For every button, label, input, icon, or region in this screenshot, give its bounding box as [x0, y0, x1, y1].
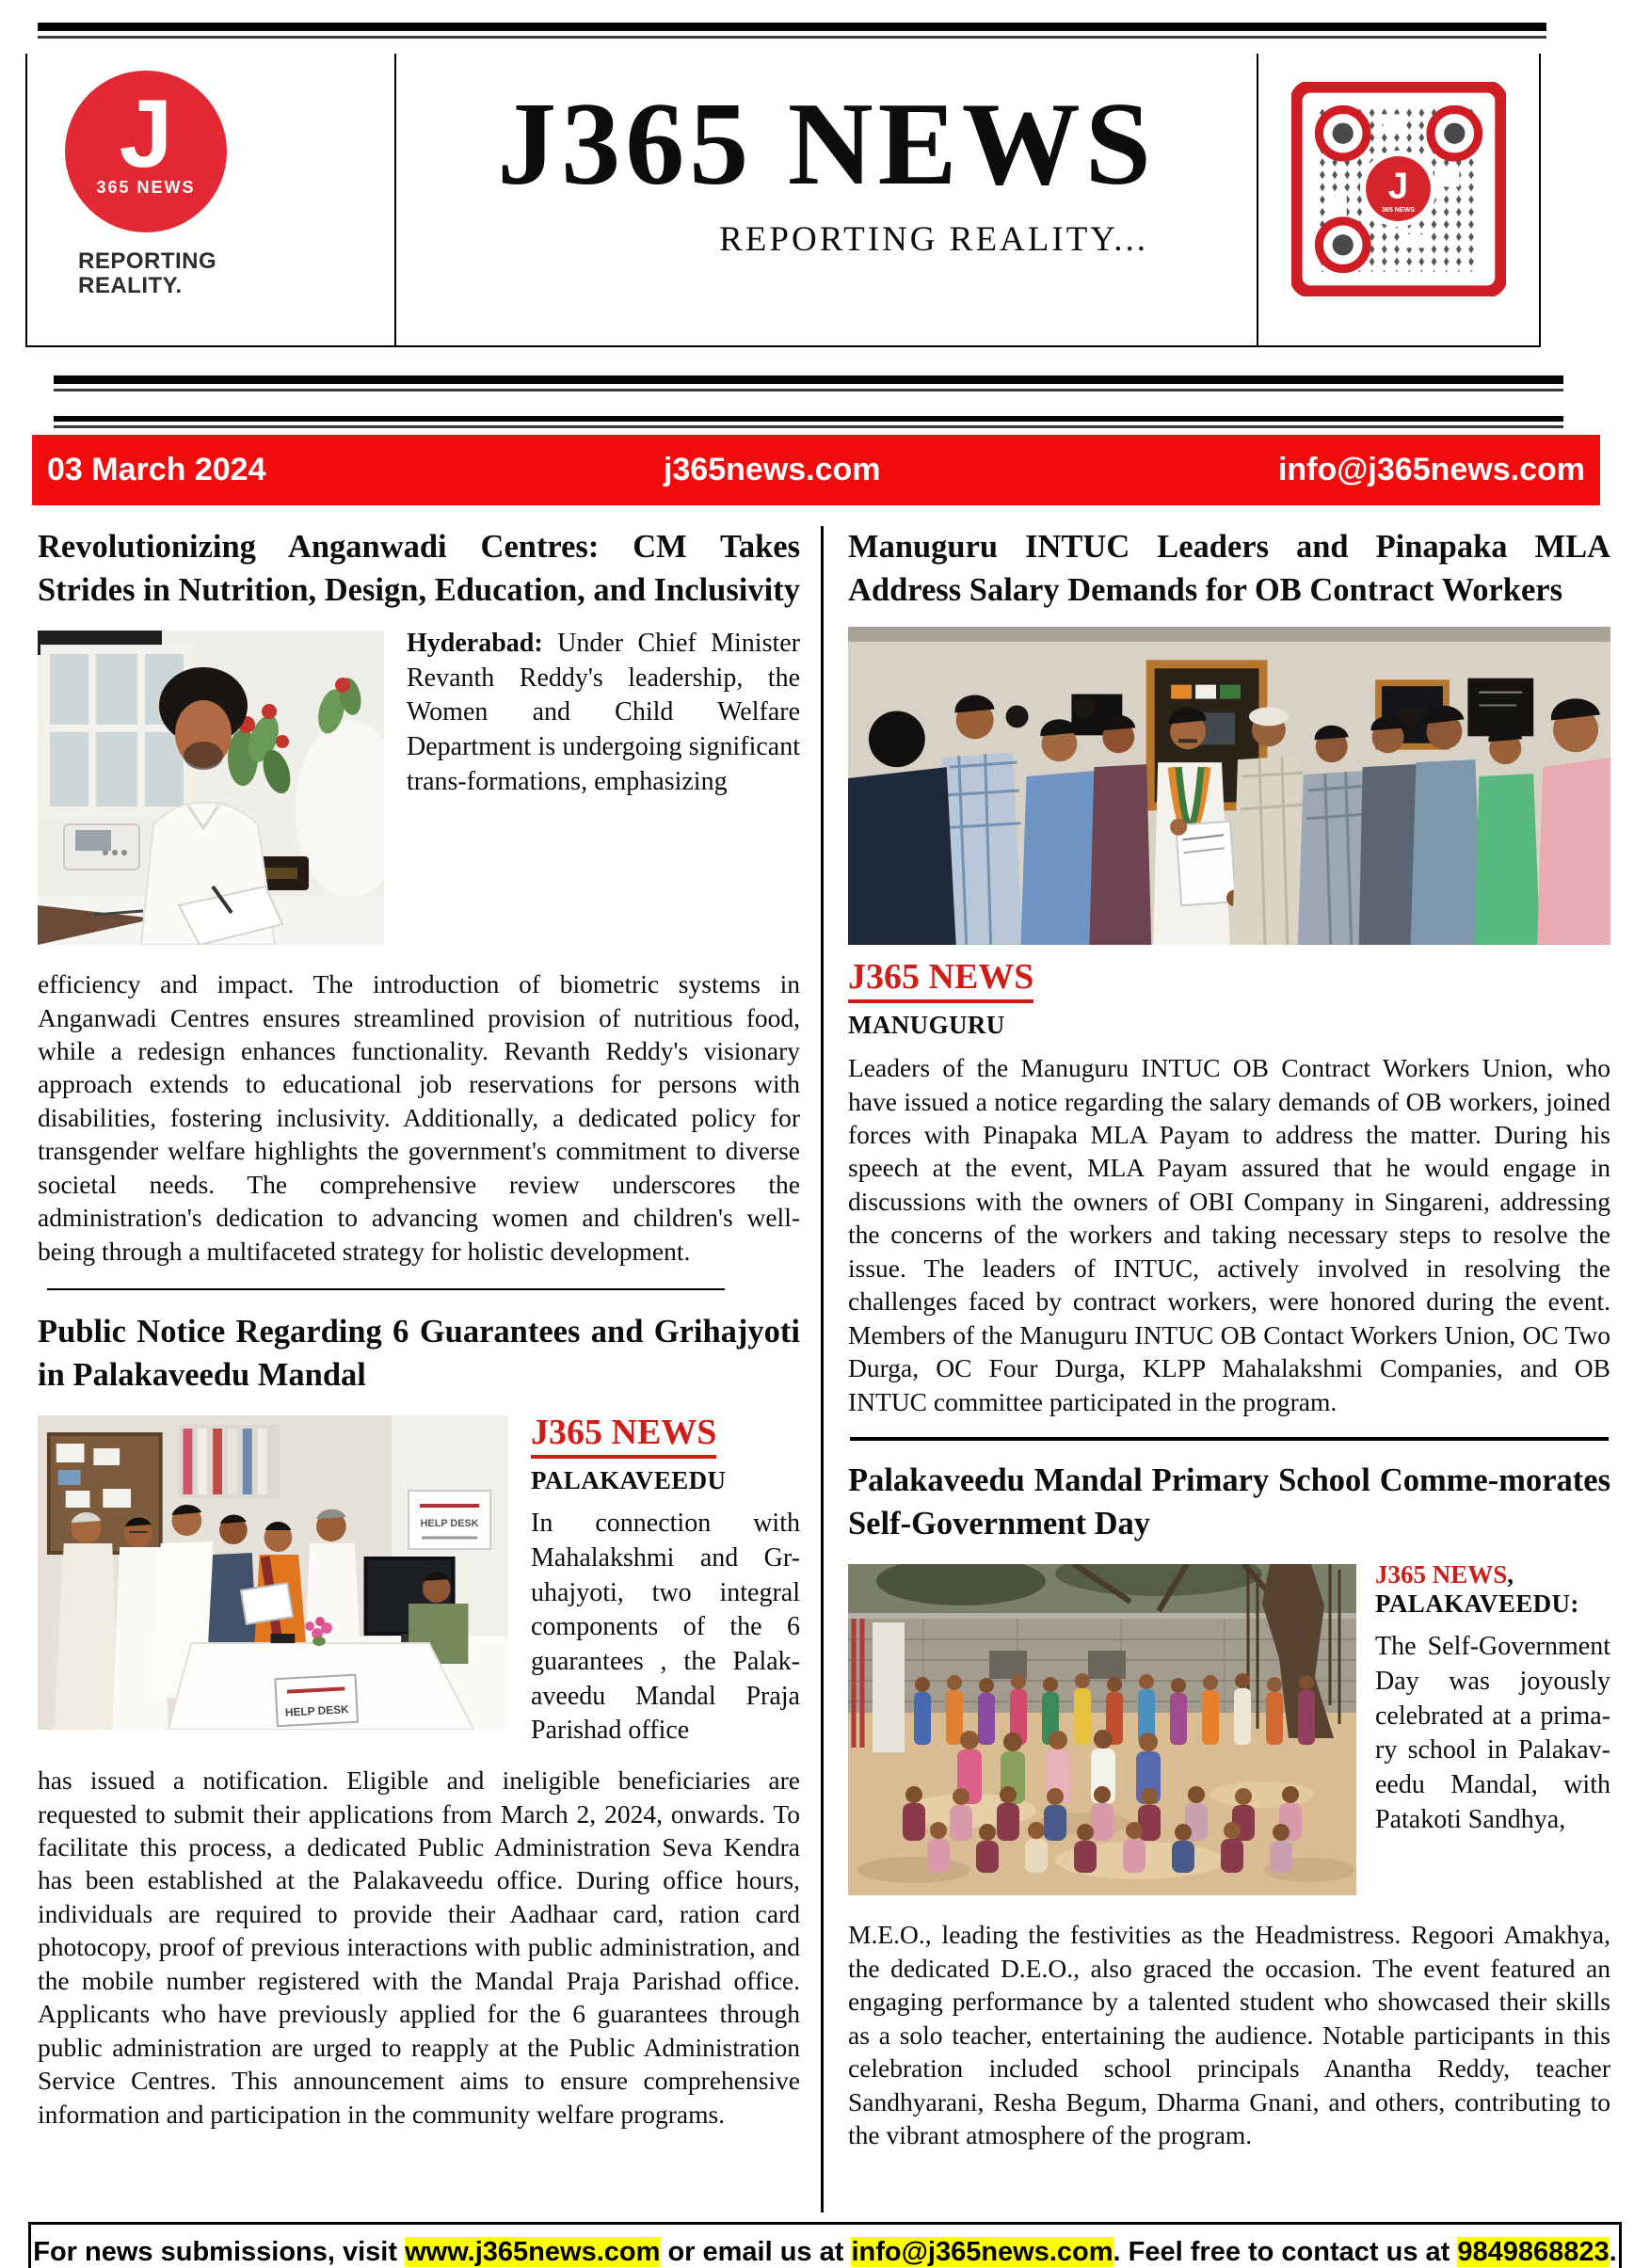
footer-website-link[interactable]: www.j365news.com	[405, 2237, 661, 2267]
school-day-byline	[1375, 1560, 1610, 1837]
footer-text-1: For news submissions, visit	[33, 2237, 406, 2267]
article-school-day	[848, 1560, 1610, 2151]
flags	[1171, 685, 1241, 699]
qr-center-letter: J	[1387, 166, 1409, 207]
school-byline-brand: J365 NEWS	[1375, 1560, 1508, 1589]
masthead-center	[394, 54, 1258, 345]
right-article-divider	[850, 1437, 1609, 1441]
left-column	[38, 526, 821, 2212]
byline-location: PALAKAVEEDU	[531, 1466, 727, 1495]
anganwadi-photo	[38, 631, 384, 945]
date-bar	[32, 435, 1600, 505]
paper-title: J365 NEWS	[497, 79, 1156, 210]
divider-rule-upper	[54, 375, 1563, 391]
manuguru-byline-location: MANUGURU	[848, 1011, 1005, 1040]
school-day-body: M.E.O., leading the festivities as the Headmistress. Regoori Amakhya, the dedicated D.E.O., also graced the occasion. The event featured an engaging performance by a talented student who showcased their skills as a solo teacher, entertaining the audience. Notable participants in this celebration included school principals Anantha Reddy, teacher Sandhyarani, Resha Begum, Dharma Gnani, and others, contributing to the vibrant atmosphere of the program.	[848, 1920, 1610, 2150]
website-link[interactable]: j365news.com	[663, 452, 881, 487]
manuguru-body: Leaders of the Manuguru INTUC OB Contract Workers Union, who have issued a notice regarding the salary demands of OB workers, joined forces with Pinapaka MLA Payam to address the matter. During his speech at the event, MLA Payam assured that he would engage in discussions with the owners of OBI Company in Singareni, addressing the concerns of the workers and taking necessary steps to resolve the issue. The leaders of INTUC, actively involved in resolving the challenges faced by contract workers, were honored during the event. Members of the Manuguru INTUC OB Contact Workers Union, OC Two Durga, OC Four Durga, KLPP Mahalakshmi Companies, and OB INTUC committee participated in the program.	[848, 1053, 1610, 1416]
footer-line	[31, 2237, 1619, 2268]
help-desk-table-sign-label: HELP DESK	[284, 1702, 349, 1720]
paper-tagline: REPORTING REALITY...	[719, 220, 1148, 259]
school-day-photo	[848, 1564, 1356, 1895]
logo-subtitle: 365 NEWS	[96, 178, 196, 197]
article-anganwadi	[38, 627, 800, 1268]
public-notice-byline	[531, 1412, 800, 1749]
qr-code	[1291, 82, 1506, 296]
masthead	[25, 54, 1541, 347]
public-notice-lead: In connection with Mahalakshmi and Gr-uhajyoti, two integral components of the 6 guarantees , the Palak-aveedu Mandal Praja Parishad office	[531, 1509, 800, 1746]
logo-tagline-line1: REPORTING	[78, 248, 217, 274]
footer-text-2: or email us at	[660, 2237, 852, 2267]
byline-brand: J365 NEWS	[531, 1412, 716, 1459]
email-link[interactable]: info@j365news.com	[1277, 452, 1585, 487]
anganwadi-lead-text: Under Chief Minister Revanth Reddy's leadership, the Women and Child Welfare Department is undergoing significant trans-formations, emphasizing	[407, 629, 800, 796]
help-desk-wall-sign-label: HELP DESK	[420, 1518, 479, 1530]
public-notice-photo	[38, 1415, 508, 1730]
headline-school-day: Palakaveedu Mandal Primary School Comme-morates Self-Government Day	[848, 1462, 1610, 1541]
anganwadi-body: efficiency and impact. The introduction of biometric systems in Anganwadi Centres ensures streamlined provision of nutritious food, while a redesign enhances functionality. Revanth Reddy's visionary approach extends to educational job reservations for persons with disabilities, fostering inclusivity. Additionally, a dedicated policy for transgender welfare highlights the government's commitment to diverse societal needs. The comprehensive review underscores the administration's dedication to advancing women and children's well-being through a multifaceted strategy for holistic development.	[38, 969, 800, 1266]
divider-rule-lower	[54, 416, 1563, 428]
page-content	[38, 526, 1610, 2212]
headline-manuguru: Manuguru INTUC Leaders and Pinapaka MLA Address Salary Demands for OB Contract Workers	[848, 529, 1610, 608]
manuguru-byline-brand: J365 NEWS	[848, 956, 1033, 1003]
footer-email-link[interactable]: info@j365news.com	[851, 2237, 1113, 2267]
j365-logo	[65, 71, 227, 232]
right-column	[821, 526, 1610, 2212]
help-desk-photo-illustration	[38, 1415, 508, 1730]
logo-letter: J	[119, 80, 173, 187]
article-public-notice	[38, 1412, 800, 2131]
issue-date: 03 March 2024	[47, 452, 266, 487]
logo-box	[27, 54, 394, 345]
logo-tagline-line2: REALITY.	[78, 272, 183, 298]
cm-office-photo-illustration	[38, 631, 384, 945]
headline-anganwadi: Revolutionizing Anganwadi Centres: CM Takes Strides in Nutrition, Design, Education, and Inclusivity	[38, 529, 800, 608]
intuc-group-photo-illustration	[848, 627, 1610, 945]
top-rule	[38, 23, 1546, 39]
footer	[28, 2222, 1622, 2268]
manuguru-photo	[848, 627, 1610, 945]
sitting-children-row1	[903, 1786, 1302, 1841]
public-notice-body: has issued a notification. Eligible and ineligible beneficiaries are requested to submit their applications from March 2, 2024, onwards. To facilitate this process, a dedicated Public Administration Seva Kendra has been established at the Palakaveedu office. During office hours, individuals are required to provide their Aadhaar card, ration card photocopy, proof of previous interactions with public administration, and the mobile number registered with the Mandal Praja Parishad office. Applicants who have previously applied for the 6 guarantees through public administration are urged to reapply at the Public Administration Service Centres. This announcement aims to ensure comprehensive information and participation in the community welfare programs.	[38, 1765, 800, 2129]
logo-tagline	[78, 249, 394, 298]
school-day-lead: The Self-Government Day was joyously celebrated at a prima-ry school in Palakav-eedu Mandal, with Patakoti Sandhya,	[1375, 1632, 1610, 1834]
left-article-divider	[47, 1288, 725, 1290]
qr-center-subtitle: 365 NEWS	[1381, 205, 1416, 214]
school-group-photo-illustration	[848, 1564, 1356, 1895]
school-byline-location: PALAKAVEEDU:	[1375, 1589, 1579, 1619]
school-byline-comma: ,	[1507, 1560, 1514, 1589]
footer-phone[interactable]: 9849868823	[1457, 2237, 1610, 2267]
anganwadi-dateline: Hyderabad:	[407, 629, 543, 659]
headline-public-notice: Public Notice Regarding 6 Guarantees and Grihajyoti in Palakaveedu Mandal	[38, 1314, 800, 1393]
footer-text-4: .	[1609, 2237, 1617, 2267]
footer-text-3: . Feel free to contact us at	[1113, 2237, 1458, 2267]
qr-box	[1258, 54, 1539, 345]
